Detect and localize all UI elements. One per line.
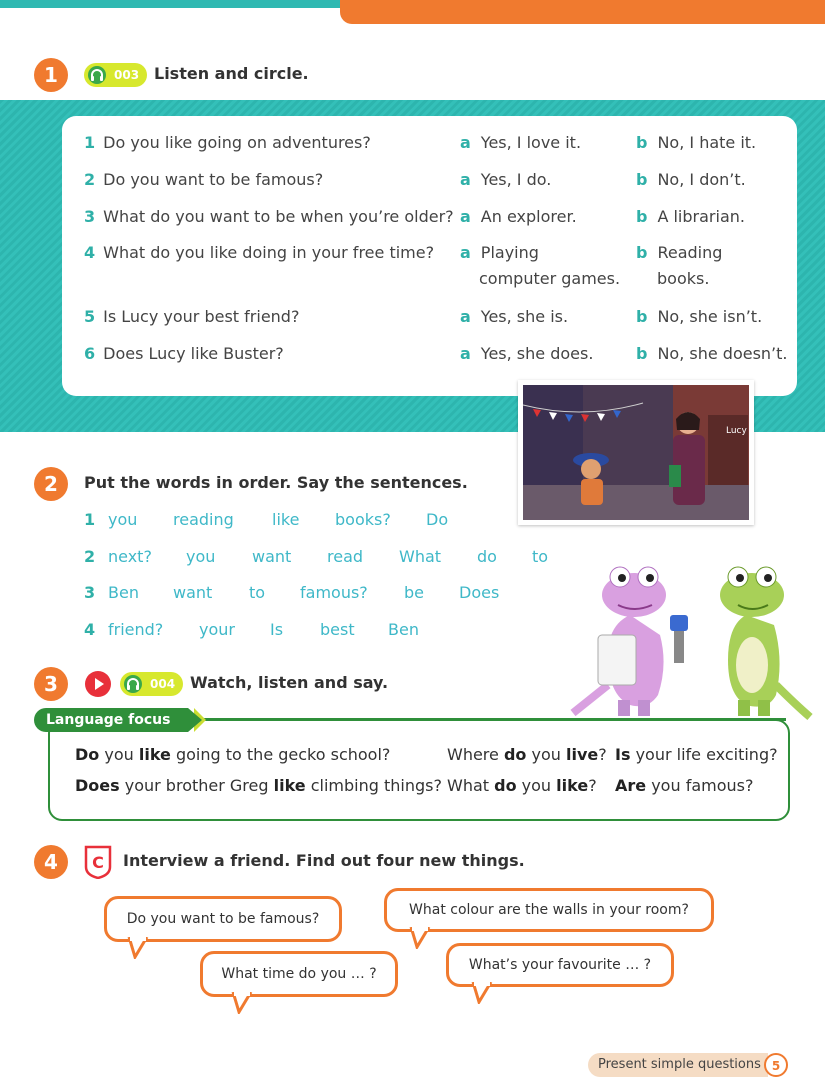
language-focus-sentence: Do you like going to the gecko school?: [75, 745, 391, 764]
question-5: 5 Is Lucy your best friend?: [84, 307, 300, 326]
word-tile[interactable]: to: [532, 547, 549, 566]
question-2: 2 Do you want to be famous?: [84, 170, 324, 189]
audio-track-003[interactable]: [84, 63, 147, 87]
word-tile[interactable]: reading: [173, 510, 234, 529]
language-focus-sentence: Where do you live?: [447, 745, 607, 764]
track-number: 004: [150, 677, 176, 691]
option-2b[interactable]: b No, I don’t.: [636, 170, 746, 189]
word-tile[interactable]: Does: [459, 583, 500, 602]
speech-bubble: What colour are the walls in your room?: [384, 888, 714, 932]
option-2a[interactable]: a Yes, I do.: [460, 170, 552, 189]
headphones-icon: [88, 66, 106, 84]
language-focus-label: Language focus: [34, 708, 188, 732]
audio-track-004[interactable]: [120, 672, 183, 696]
ex2-row-4-number: 4: [84, 620, 96, 639]
question-3: 3 What do you want to be when you’re older?: [84, 207, 454, 226]
word-tile[interactable]: next?: [108, 547, 152, 566]
question-6: 6 Does Lucy like Buster?: [84, 344, 284, 363]
option-6a[interactable]: a Yes, she does.: [460, 344, 594, 363]
word-tile[interactable]: your: [199, 620, 235, 639]
option-6b[interactable]: b No, she doesn’t.: [636, 344, 788, 363]
bubble-tail: [409, 927, 433, 949]
option-5b[interactable]: b No, she isn’t.: [636, 307, 763, 326]
word-tile[interactable]: Is: [270, 620, 284, 639]
ex2-row-2-number: 2: [84, 547, 96, 566]
option-3a[interactable]: a An explorer.: [460, 207, 577, 226]
ex2-row-3-number: 3: [84, 583, 96, 602]
language-focus-sentence: Are you famous?: [615, 776, 754, 795]
language-focus-box: [48, 719, 790, 821]
option-5a[interactable]: a Yes, she is.: [460, 307, 569, 326]
page-number: 5: [764, 1053, 788, 1077]
track-number: 003: [114, 68, 140, 82]
footer-topic: Present simple questions: [588, 1053, 768, 1077]
word-tile[interactable]: books?: [335, 510, 391, 529]
bubble-tail: [231, 992, 255, 1014]
word-tile[interactable]: do: [477, 547, 497, 566]
story-scene: [523, 385, 749, 520]
word-tile[interactable]: famous?: [300, 583, 368, 602]
communication-badge-icon: [84, 845, 112, 879]
word-tile[interactable]: to: [249, 583, 266, 602]
word-tile[interactable]: want: [252, 547, 292, 566]
speech-bubble: What time do you … ?: [200, 951, 398, 997]
language-focus-arrow: [188, 708, 202, 732]
word-tile[interactable]: want: [173, 583, 213, 602]
word-tile[interactable]: read: [327, 547, 364, 566]
option-1b[interactable]: b No, I hate it.: [636, 133, 757, 152]
exercise-4-instruction: Interview a friend. Find out four new things.: [123, 851, 525, 870]
story-photo: [518, 380, 754, 525]
language-focus-sentence: Is your life exciting?: [615, 745, 778, 764]
bubble-tail: [471, 982, 495, 1004]
question-4: 4 What do you like doing in your free time?: [84, 243, 435, 262]
speech-bubble: Do you want to be famous?: [104, 896, 342, 942]
language-focus-sentence: Does your brother Greg like climbing things?: [75, 776, 442, 795]
word-tile[interactable]: What: [399, 547, 442, 566]
svg-text:C: C: [92, 853, 104, 872]
exercise-3-instruction: Watch, listen and say.: [190, 673, 389, 692]
option-4a[interactable]: a Playing computer games.: [460, 243, 621, 288]
gecko-characters-illustration: [568, 555, 818, 725]
language-focus-sentence: What do you like?: [447, 776, 597, 795]
option-4b[interactable]: b Reading books.: [636, 243, 723, 288]
question-1: 1 Do you like going on adventures?: [84, 133, 371, 152]
word-tile[interactable]: best: [320, 620, 355, 639]
bubble-tail: [127, 937, 151, 959]
ex2-row-1-number: 1: [84, 510, 96, 529]
top-orange-bar: [340, 0, 825, 24]
word-tile[interactable]: you: [108, 510, 138, 529]
exercise-1-instruction: Listen and circle.: [154, 64, 309, 83]
option-1a[interactable]: a Yes, I love it.: [460, 133, 582, 152]
exercise-4-number: 4: [34, 845, 68, 879]
exercise-1-number: 1: [34, 58, 68, 92]
exercise-2-instruction: Put the words in order. Say the sentences.: [84, 473, 468, 492]
headphones-icon: [124, 675, 142, 693]
speech-bubble: What’s your favourite … ?: [446, 943, 674, 987]
word-tile[interactable]: you: [186, 547, 216, 566]
word-tile[interactable]: Do: [426, 510, 449, 529]
word-tile[interactable]: be: [404, 583, 424, 602]
video-play-icon[interactable]: [84, 670, 112, 698]
word-tile[interactable]: like: [272, 510, 300, 529]
language-focus-rule: [200, 718, 786, 721]
word-tile[interactable]: Ben: [388, 620, 419, 639]
option-3b[interactable]: b A librarian.: [636, 207, 745, 226]
exercise-3-number: 3: [34, 667, 68, 701]
exercise-2-number: 2: [34, 467, 68, 501]
word-tile[interactable]: Ben: [108, 583, 139, 602]
word-tile[interactable]: friend?: [108, 620, 164, 639]
lucy-sign: Lucy: [726, 426, 747, 436]
